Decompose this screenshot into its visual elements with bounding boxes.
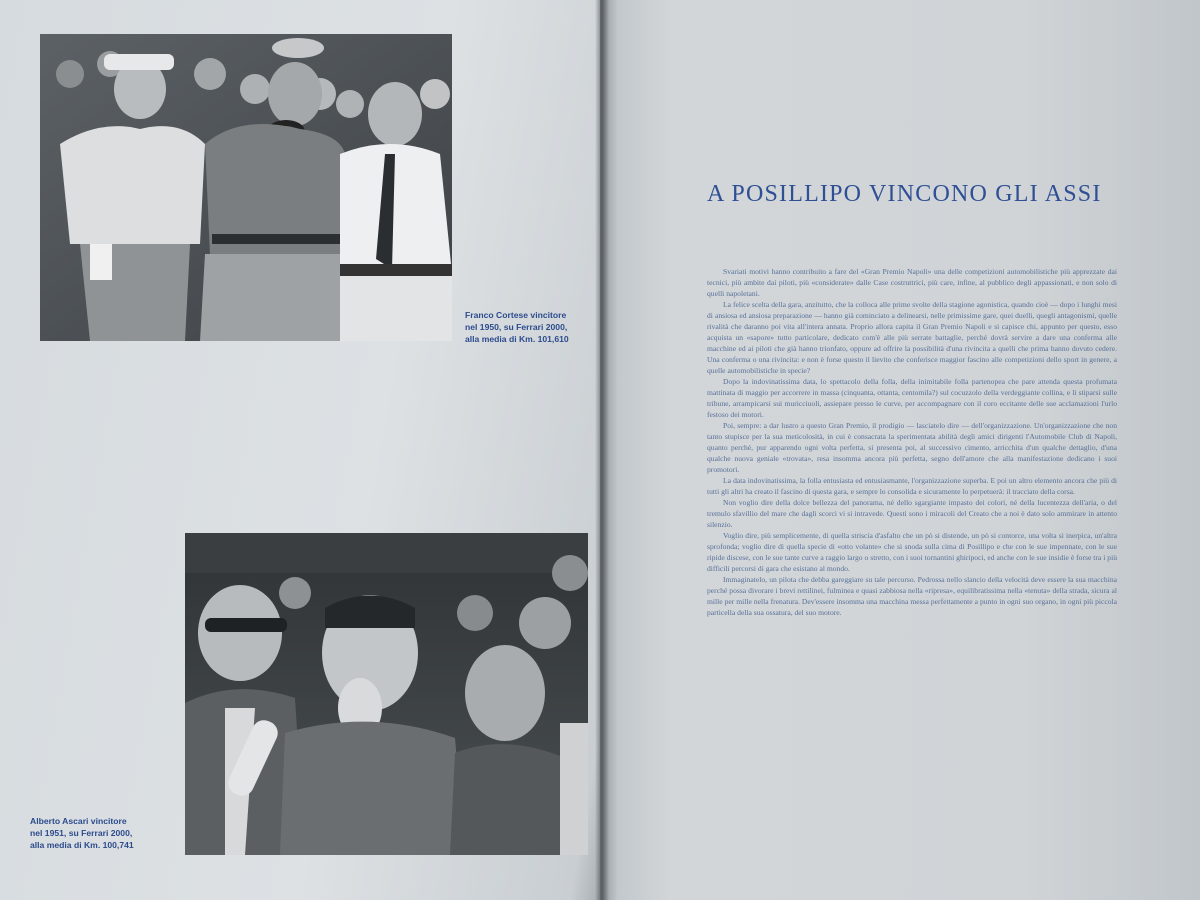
caption-line: alla media di Km. 100,741 [30,840,134,850]
article-paragraph: La felice scelta della gara, anzitutto, che la colloca alle prime svolte della stagione agonistica, quando cioè — dopo i lunghi mesi di ansiosa ed ansiosa preparazione — hanno già cominciato a delinearsi, nelle primissime gare, quei duelli, quegli antagonismi, quelle rivalità che daranno poi vita all'intera annata. Proprio allora capita il Gran Premio Napoli e si capisce chi, appunto per questo, esso acquista un «sapore» tutto particolare, dedicato com'è alle più serrate battaglie, perché dovrà servire a dare una conferma alle macchine ed ai piloti che già hanno trionfato, oppure ad offrire la possibilità d'una rivincita a quelli che prima hanno dovuto cedere. Una conferma o una rivincita: e non è forse questo il lievito che conferisce maggior fascino alle competizioni dello sport in genere, a quelle automobilistiche in specie? [707,300,1117,375]
photo-2-image [185,533,588,855]
article-body [707,266,1117,821]
photo-1-image [40,34,452,341]
article-paragraph: Dopo la indovinatissima data, lo spettacolo della folla, della inimitabile folla partenopea che pare attenda questa profumata mattinata di maggio per accorrere in massa (cinquanta, ottanta, centomila?) sul cocuzzolo della verdeggiante collina, e li stiparsi sulle tribune, arrampicarsi sui muricciuoli, assiepare presso le curve, per accompagnare con il coro eccitante delle sue acclamazioni l'urlo festoso dei motori. [707,377,1117,419]
caption-line: nel 1951, su Ferrari 2000, [30,828,133,838]
article-paragraph: Non voglio dire della dolce bellezza del panorama, né dello sgargiante impasto dei colori, né della lucentezza dell'aria, o del tremulo sfavillio del mare che dagli scorci vi si intravede. Questi sono i miracoli del Creato che a noi è dato solo ammirare in attento silenzio. [707,498,1117,529]
article-paragraph: Immaginatelo, un pilota che debba gareggiare su tale percorso. Pedrossa nello slancio della velocità deve essere la sua macchina perché possa divorare i brevi rettilinei, fulminea e quasi zabbiosa nella «ripresa», equilibratissima nella «tenuta» della strada, sicura al mille per mille nella frenatura. Dev'essere insomma una macchina messa perfettamente a punto in ogni suo organo, in ogni più piccola particella della sua ossatura, del suo motore. [707,575,1117,617]
article-title: A POSILLIPO VINCONO GLI ASSI [707,181,1102,207]
caption-line: Franco Cortese vincitore [465,310,567,320]
caption-line: alla media di Km. 101,610 [465,334,569,344]
photo-alberto-ascari [185,533,588,855]
photo-1-caption [465,309,590,345]
article-paragraph: Poi, sempre: a dar lustro a questo Gran Premio, il prodigio — lasciatelo dire — dell'organizzazione. Un'organizzazione che non tanto stupisce per la sua meticolosità, in cui è consacrata la sperimentata abilità degli amici dirigenti l'Automobile Club di Napoli, quanto perché, pur apparendo ogni volta perfetta, si presenta poi, al successivo cimento, arricchita d'un qualche dettaglio, d'una qualche nuova geniale «trovata», resa insomma ancora più perfetta, segno dell'amore che alla manifestazione dedicano i suoi promotori. [707,421,1117,474]
book-gutter [595,0,609,900]
article-paragraph: Voglio dire, più semplicemente, di quella striscia d'asfalto che un pò si distende, un pò si contorce, una volta si inerpica, un'altra sprofonda; voglio dire di quella specie di «otto volante» che si snoda sulla cima di Posillipo e che con le sue impennate, con le sue ripide discese, con le sue tante curve a raggio largo o stretto, con i suoi tornantini ghiripoci, ed anche con le sue insidie è forse tra i più difficili percorsi di gara che esistano al mondo. [707,531,1117,573]
caption-line: Alberto Ascari vincitore [30,816,127,826]
article-paragraph: La data indovinatissima, la folla entusiasta ed entusiasmante, l'organizzazione superba. E poi un altro elemento ancora che più di tutti gli altri ha creato il fascino di questa gara, e sempre lo consolida e sicuramente lo perpetuerà: il tracciato della corsa. [707,476,1117,496]
article-paragraph: Svariati motivi hanno contribuito a fare del «Gran Premio Napoli» una delle competizioni automobilistiche più apprezzate dai tecnici, più ambite dai piloti, più «considerate» dalle Case costruttrici, più care, infine, al pubblico degli appassionati, e non solo di quelli napoletani. [707,267,1117,298]
caption-line: nel 1950, su Ferrari 2000, [465,322,568,332]
photo-franco-cortese [40,34,452,341]
photo-2-caption [30,815,180,851]
